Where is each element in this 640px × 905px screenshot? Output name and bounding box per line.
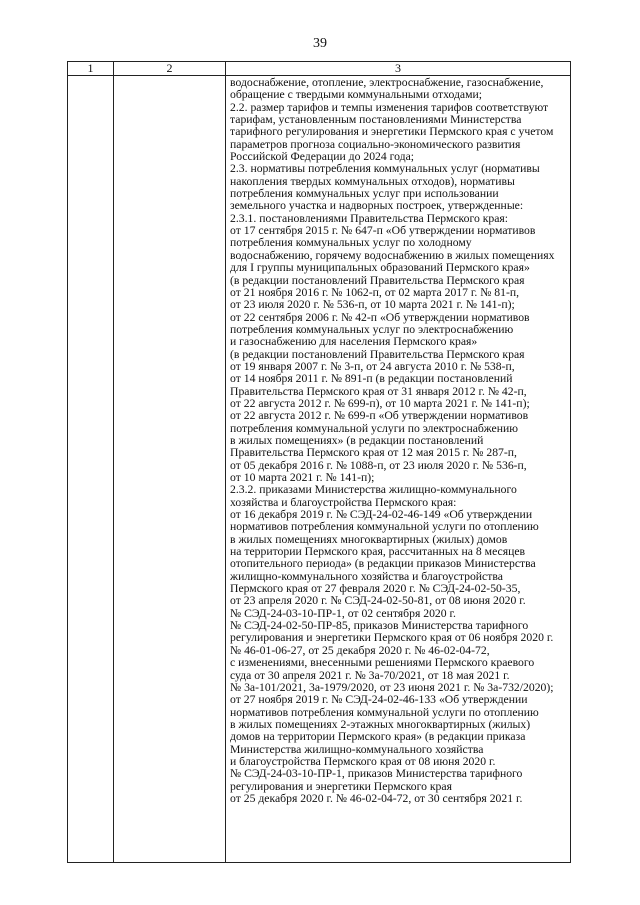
text-line: потребления коммунальных услуг по холодному <box>230 236 472 250</box>
text-line: (в редакции постановлений Правительства Пермского края <box>230 347 525 361</box>
text-line: жилищно-коммунального хозяйства и благоустройства <box>230 569 503 583</box>
text-line: 2.3.1. постановлениями Правительства Пермского края: <box>230 211 509 225</box>
text-line: от 22 августа 2012 г. № 699-п «Об утверждении нормативов <box>230 409 529 423</box>
text-line: в жилых помещениях 2-этажных многоквартирных (жилых) <box>230 717 531 731</box>
text-line: регулирования и энергетики Пермского края от 06 ноября 2020 г. <box>230 631 554 645</box>
text-line: от 22 августа 2012 г. № 699-п), от 10 марта 2021 г. № 141-п); <box>230 396 530 410</box>
text-line: Российской Федерации до 2024 года; <box>230 150 415 164</box>
text-line: 2.3. нормативы потребления коммунальных услуг (нормативы <box>230 162 540 176</box>
text-line: и благоустройства Пермского края от 08 июня 2020 г. <box>230 754 496 768</box>
text-line: с изменениями, внесенными решениями Пермского краевого <box>230 656 535 670</box>
text-line: тарифам, установленным постановлениями Министерства <box>230 113 522 127</box>
text-line: от 17 сентября 2015 г. № 647-п «Об утверждении нормативов <box>230 224 536 238</box>
text-line: Правительства Пермского края от 31 января 2012 г. № 42-п, <box>230 384 527 398</box>
text-line: тарифного регулирования и энергетики Пермского края с учетом <box>230 125 554 139</box>
text-line: № 46-01-06-27, от 25 декабря 2020 г. № 46-02-04-72, <box>230 643 490 657</box>
document-table <box>67 61 571 863</box>
text-line: водоснабжение, отопление, электроснабжение, газоснабжение, <box>230 76 544 89</box>
text-line: (в редакции постановлений Правительства Пермского края <box>230 273 525 287</box>
text-line: Пермского края от 27 февраля 2020 г. № СЭД-24-02-50-35, <box>230 582 521 596</box>
cell-col-2 <box>114 76 226 863</box>
text-line: накопления твердых коммунальных отходов), нормативы <box>230 174 515 188</box>
text-line: земельного участка и надворных построек, утвержденные: <box>230 199 524 213</box>
text-line: нормативов потребления коммунальной услуги по отоплению <box>230 705 539 719</box>
text-line: от 27 ноября 2019 г. № СЭД-24-02-46-133 «Об утверждении <box>230 693 528 707</box>
text-line: от 14 ноября 2011 г. № 891-п (в редакции постановлений <box>230 372 513 386</box>
text-line: от 22 сентября 2006 г. № 42-п «Об утверждении нормативов <box>230 310 530 324</box>
text-line: от 05 декабря 2016 г. № 1088-п, от 23 июля 2020 г. № 536-п, <box>230 458 527 472</box>
header-col-2: 2 <box>114 62 226 76</box>
text-line: 2.2. размер тарифов и темпы изменения тарифов соответствуют <box>230 100 549 114</box>
text-line: потребления коммунальной услуги по электроснабжению <box>230 421 518 435</box>
page-number: 39 <box>313 36 327 51</box>
header-col-3: 3 <box>226 62 571 76</box>
text-line: параметров прогноза социально-экономического развития <box>230 137 521 151</box>
text-line: от 21 ноября 2016 г. № 1062-п, от 02 марта 2017 г. № 81-п, <box>230 285 520 299</box>
text-line: от 23 июля 2020 г. № 536-п, от 10 марта 2021 г. № 141-п); <box>230 298 515 312</box>
text-line: от 19 января 2007 г. № 3-п, от 24 августа 2010 г. № 538-п, <box>230 359 515 373</box>
table-header-row <box>68 62 571 76</box>
text-line: 2.3.2. приказами Министерства жилищно-коммунального <box>230 483 517 497</box>
cell-col-1 <box>68 76 114 863</box>
text-line: № СЭД-24-03-10-ПР-1, от 02 сентября 2020 г. <box>230 606 456 620</box>
text-line: отопительного периода» (в редакции приказов Министерства <box>230 557 536 571</box>
text-line: водоснабжению, горячему водоснабжению в жилых помещениях <box>230 248 555 262</box>
text-line: от 25 декабря 2020 г. № 46-02-04-72, от 30 сентября 2021 г. <box>230 791 523 805</box>
text-line: и газоснабжению для населения Пермского края» <box>230 335 478 349</box>
text-line: № 3а-101/2021, 3а-1979/2020, от 23 июня 2021 г. № 3а-732/2020); <box>230 680 554 694</box>
text-line: хозяйства и благоустройства Пермского края: <box>230 495 457 509</box>
text-content <box>226 76 570 805</box>
table-body-row <box>68 76 571 863</box>
text-line: обращение с твердыми коммунальными отходами; <box>230 88 483 102</box>
cell-col-3 <box>226 76 571 863</box>
text-line: домов на территории Пермского края» (в редакции приказа <box>230 730 526 744</box>
header-col-1: 1 <box>68 62 114 76</box>
text-line: Правительства Пермского края от 12 мая 2015 г. № 287-п, <box>230 446 517 460</box>
text-line: для I группы муниципальных образований Пермского края» <box>230 261 530 275</box>
text-line: № СЭД-24-03-10-ПР-1, приказов Министерства тарифного <box>230 767 523 781</box>
text-line: в жилых помещениях многоквартирных (жилых) домов <box>230 532 508 546</box>
text-line: на территории Пермского края, рассчитанных на 8 месяцев <box>230 545 526 559</box>
text-line: от 23 апреля 2020 г. № СЭД-24-02-50-81, от 08 июня 2020 г. <box>230 594 526 608</box>
text-line: от 10 марта 2021 г. № 141-п); <box>230 471 375 484</box>
text-line: нормативов потребления коммунальной услуги по отоплению <box>230 520 539 534</box>
text-line: потребления коммунальных услуг при использовании <box>230 187 499 201</box>
text-line: суда от 30 апреля 2021 г. № 3а-70/2021, от 18 мая 2021 г. <box>230 668 510 682</box>
text-line: Министерства жилищно-коммунального хозяйства <box>230 742 484 756</box>
text-line: потребления коммунальных услуг по электроснабжению <box>230 322 514 336</box>
text-line: № СЭД-24-02-50-ПР-85, приказов Министерства тарифного <box>230 619 529 633</box>
text-line: регулирования и энергетики Пермского края <box>230 779 452 793</box>
text-line: в жилых помещениях» (в редакции постановлений <box>230 433 484 447</box>
text-line: от 16 декабря 2019 г. № СЭД-24-02-46-149 «Об утверждении <box>230 508 533 522</box>
